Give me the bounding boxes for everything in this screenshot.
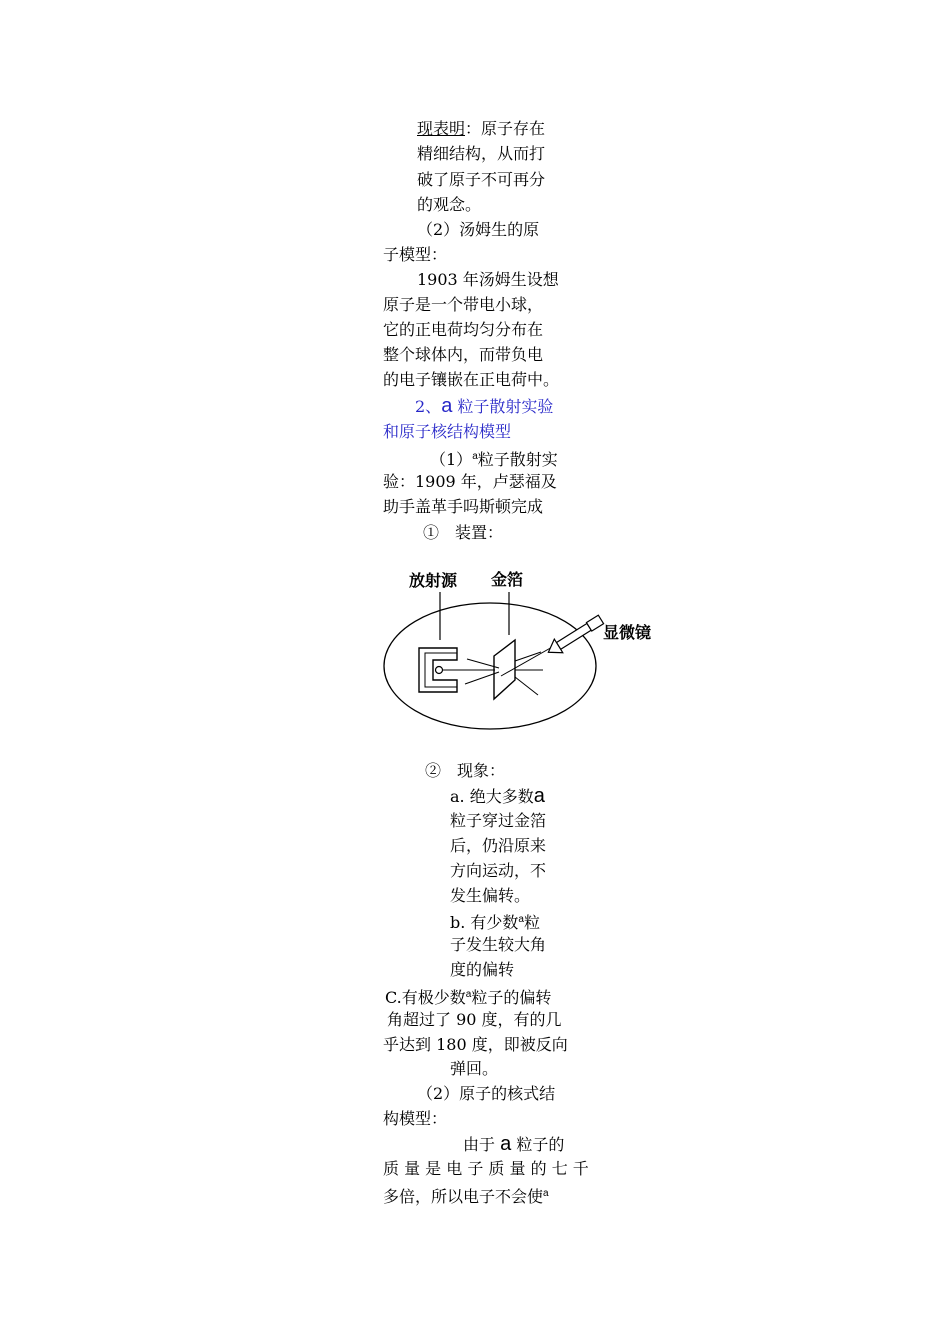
text-line: 发生偏转。 <box>450 886 531 905</box>
text-line: 角超过了 90 度，有的几 <box>387 1010 562 1029</box>
text-span: C.有极少数 <box>385 988 466 1007</box>
text-line <box>383 1183 549 1208</box>
source-label: 放射源 <box>409 571 458 590</box>
text-line <box>430 446 558 471</box>
text-span: （1） <box>430 450 473 469</box>
text-line: 构模型： <box>383 1109 448 1128</box>
text-line: 的电子镶嵌在正电荷中。 <box>383 370 560 389</box>
scattering-apparatus-diagram <box>375 560 665 735</box>
text-span: 2、 <box>415 397 442 416</box>
text-line: 乎达到 180 度，即被反向 <box>383 1035 568 1054</box>
text-line: 粒子穿过金箔 <box>450 811 547 830</box>
alpha-symbol: a <box>472 451 478 462</box>
text-line: 整个球体内，而带负电 <box>383 345 544 364</box>
text-line: 后，仍沿原来 <box>450 836 547 855</box>
text-span: a. 绝大多数 <box>450 787 534 806</box>
text-span: 粒子的偏转 <box>471 988 552 1007</box>
alpha-symbol: a <box>465 989 472 1000</box>
text-span: 粒 <box>523 913 540 932</box>
text-line: 的观念。 <box>417 195 482 214</box>
text-span: 粒子的 <box>516 1135 565 1154</box>
text-line: 方向运动，不 <box>450 861 547 880</box>
text-line: 质 量 是 电 子 质 量 的 七 千 <box>383 1159 589 1178</box>
text-line: 子发生较大角 <box>450 935 547 954</box>
alpha-symbol: a <box>441 395 453 417</box>
microscope <box>544 613 605 659</box>
deflected-ray <box>515 677 538 695</box>
alpha-symbol: a <box>518 914 524 925</box>
deflected-ray <box>515 652 541 661</box>
text-line: 子模型： <box>383 245 448 264</box>
alpha-symbol: a <box>543 1188 549 1199</box>
section-heading: （2）汤姆生的原 <box>417 220 540 239</box>
alpha-symbol: a <box>533 785 545 807</box>
text-span: ：原子存在 <box>465 119 546 138</box>
text-line: 原子是一个带电小球， <box>383 295 544 314</box>
vacuum-chamber <box>384 603 596 729</box>
list-item: ① 装置： <box>423 523 504 542</box>
text-line <box>463 1133 564 1156</box>
text-span: 粒子散射实验 <box>457 397 554 416</box>
text-line: 助手盖革手吗斯顿完成 <box>383 497 544 516</box>
text-span: 多倍，所以电子不会使 <box>383 1187 544 1206</box>
text-line: 破了原子不可再分 <box>417 170 546 189</box>
list-item: ② 现象： <box>425 761 506 780</box>
text-line: 弹回。 <box>450 1059 499 1078</box>
alpha-symbol: a <box>500 1133 512 1155</box>
text-line: 它的正电荷均匀分布在 <box>383 320 544 339</box>
text-span: 由于 <box>463 1135 496 1154</box>
alpha-source-point <box>436 667 443 674</box>
blue-heading <box>415 395 553 418</box>
foil-label: 金箔 <box>491 570 524 589</box>
text-span: 粒子散射实 <box>477 450 558 469</box>
text-line: 验：1909 年，卢瑟福及 <box>383 472 557 491</box>
microscope-label: 显微镜 <box>603 623 652 642</box>
text-line: 1903 年汤姆生设想 <box>417 270 559 289</box>
underlined-text: 现表明 <box>417 119 466 138</box>
text-line <box>417 118 545 140</box>
text-line: 度的偏转 <box>450 960 515 979</box>
text-line <box>450 909 540 934</box>
section-heading: （2）原子的核式结 <box>417 1084 556 1103</box>
text-span: b. 有少数 <box>450 913 519 932</box>
text-line <box>450 785 545 808</box>
blue-heading: 和原子核结构模型 <box>383 422 512 441</box>
text-line: 精细结构，从而打 <box>417 144 546 163</box>
text-line <box>385 984 551 1009</box>
